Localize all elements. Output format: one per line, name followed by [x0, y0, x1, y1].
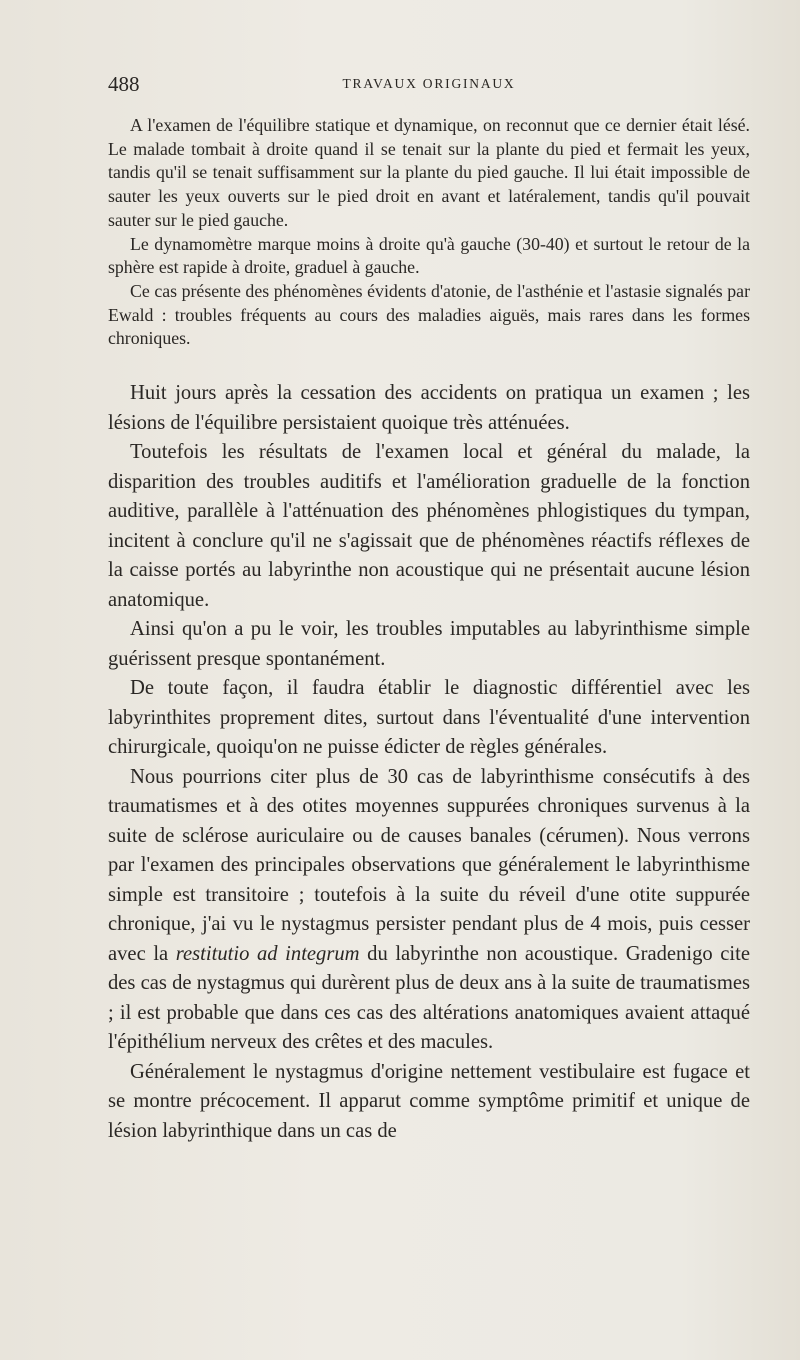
paragraph: Ce cas présente des phénomènes évidents d'atonie, de l'asthénie et l'astasie signalés par Ewald : troubles fréquents au cours des maladies aiguës, mais rares dans les formes chroniques. — [108, 280, 750, 349]
body-text — [108, 114, 750, 1146]
paragraph: De toute façon, il faudra établir le diagnostic différentiel avec les labyrinthites proprement dites, surtout dans l'éventualité d'une intervention chirurgicale, quoiqu'on ne puisse édicter de règles générales. — [108, 677, 750, 759]
page-number: 488 — [108, 72, 140, 96]
paragraph: Huit jours après la cessation des accidents on pratiqua un examen ; les lésions de l'équilibre persistaient quoique très atténuées. — [108, 382, 750, 434]
paragraph-text: du labyrinthe non acoustique. Gradenigo cite des cas de nystagmus qui durèrent plus de deux ans à la suite de traumatismes ; il est probable que dans ces cas des altérations anatomiques avaient attaqué l'épithélium nerveux des crêtes et des macules. — [108, 942, 750, 1054]
page-header — [108, 72, 750, 102]
paragraph — [108, 763, 750, 1058]
italic-phrase: restitutio ad integrum — [175, 942, 360, 965]
paragraph: Ainsi qu'on a pu le voir, les troubles imputables au labyrinthisme simple guérissent presque spontanément. — [108, 618, 750, 670]
paragraph-text: Nous pourrions citer plus de 30 cas de labyrinthisme consécutifs à des traumatismes et à des otites moyennes suppurées chroniques survenus à la suite de sclérose auriculaire ou de causes banales (cérumen). Nous verrons par l'examen des principales observations que généralement le labyrinthisme simple est transitoire ; toutefois à la suite du réveil d'une otite suppurée chronique, j'ai vu le nystagmus persister pendant plus de 4 mois, puis cesser avec la — [108, 765, 750, 965]
paragraph: Toutefois les résultats de l'examen local et général du malade, la disparition des troubles auditifs et l'amélioration graduelle de la fonction auditive, parallèle à l'atténuation des phénomènes phlogistiques du tympan, incitent à conclure qu'il ne s'agissait que de phénomènes réactifs réflexes de la caisse portés au labyrinthe non acoustique qui ne présentait aucune lésion anatomique. — [108, 441, 750, 611]
paragraph: Le dynamomètre marque moins à droite qu'à gauche (30-40) et surtout le retour de la sphère est rapide à droite, graduel à gauche. — [108, 233, 750, 278]
paragraph: Généralement le nystagmus d'origine nettement vestibulaire est fugace et se montre précocement. Il apparut comme symptôme primitif et unique de lésion labyrinthique dans un cas de — [108, 1060, 750, 1142]
paragraph: A l'examen de l'équilibre statique et dynamique, on reconnut que ce dernier était lésé. Le malade tombait à droite quand il se tenait sur la plante du pied et fermait les yeux, tandis qu'il se tenait suffisamment sur la plante du pied gauche. Il lui était impossible de sauter les yeux ouverts sur le pied droit en avant et latéralement, tandis qu'il pouvait sauter sur le pied gauche. — [108, 115, 750, 230]
running-title: TRAVAUX ORIGINAUX — [342, 76, 516, 91]
section-large-type — [108, 379, 750, 1146]
section-small-type — [108, 114, 750, 351]
